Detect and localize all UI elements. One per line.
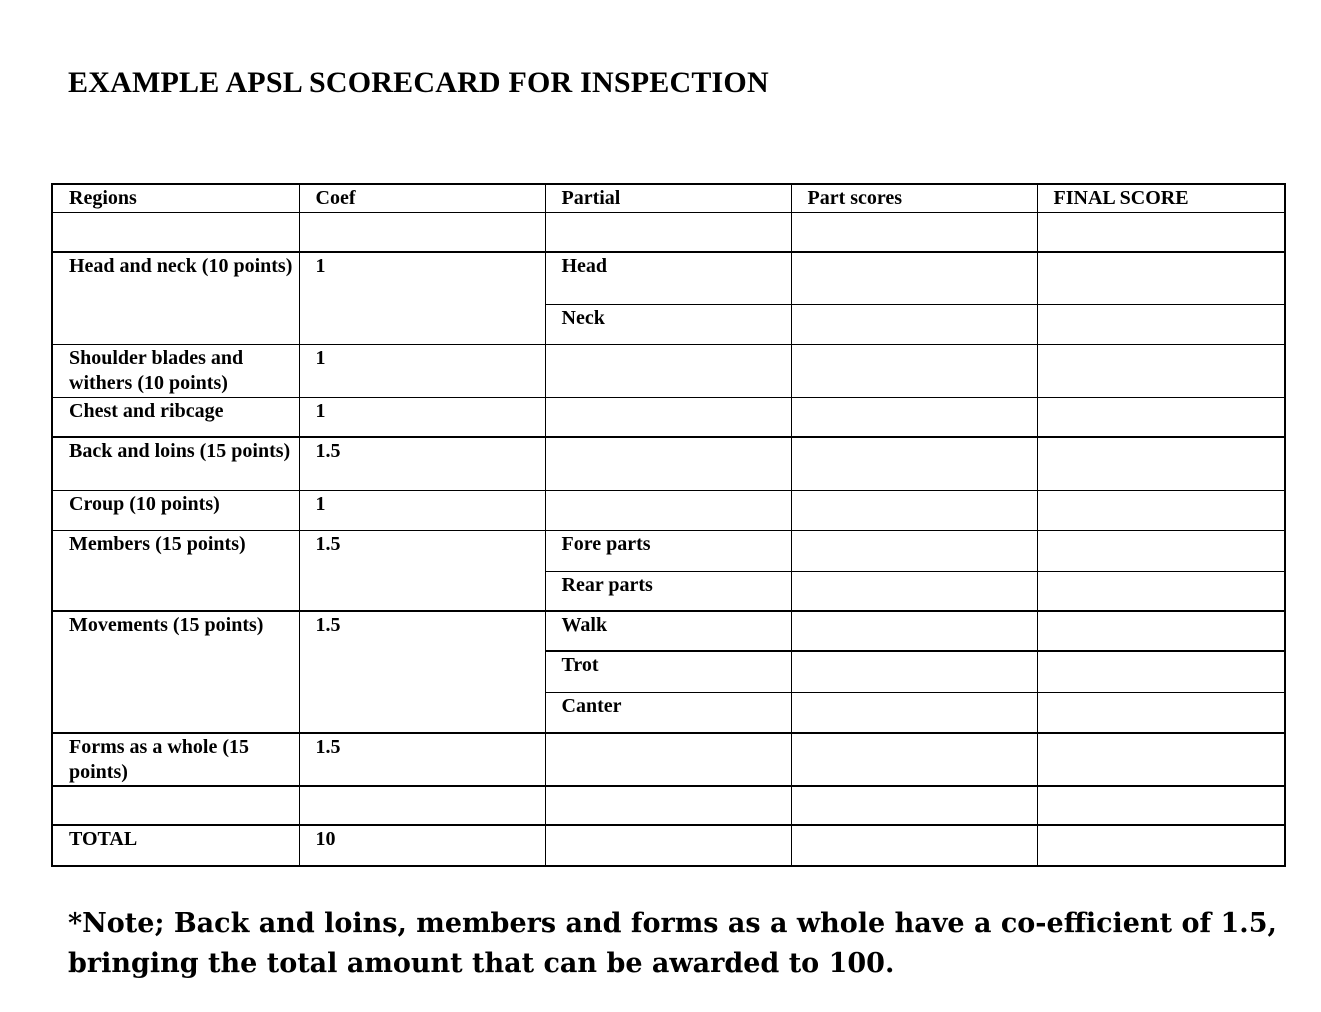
part-score-cell[interactable] xyxy=(791,397,1037,437)
blank-row xyxy=(52,786,1285,825)
final-score-cell[interactable] xyxy=(1037,825,1285,866)
total-row xyxy=(52,825,1285,866)
total-label: TOTAL xyxy=(52,825,299,866)
blank-row xyxy=(52,212,1285,252)
final-score-cell[interactable] xyxy=(1037,786,1285,825)
partial-cell: Neck xyxy=(545,304,791,344)
coef-cell: 1.5 xyxy=(299,530,545,611)
part-score-cell[interactable] xyxy=(791,252,1037,304)
part-score-cell[interactable] xyxy=(791,571,1037,611)
region-cell: Head and neck (10 points) xyxy=(52,252,299,344)
final-score-cell[interactable] xyxy=(1037,490,1285,530)
header-regions: Regions xyxy=(52,184,299,212)
partial-cell: Trot xyxy=(545,651,791,692)
partial-cell xyxy=(545,490,791,530)
final-score-cell[interactable] xyxy=(1037,611,1285,651)
table-row xyxy=(52,490,1285,530)
part-score-cell[interactable] xyxy=(791,437,1037,490)
final-score-cell[interactable] xyxy=(1037,437,1285,490)
header-coef: Coef xyxy=(299,184,545,212)
final-score-cell[interactable] xyxy=(1037,344,1285,397)
blank-cell xyxy=(545,825,791,866)
final-score-cell[interactable] xyxy=(1037,692,1285,733)
table-row xyxy=(52,530,1285,571)
table-row xyxy=(52,733,1285,786)
coef-cell: 1 xyxy=(299,344,545,397)
coef-cell: 1 xyxy=(299,252,545,344)
part-score-cell[interactable] xyxy=(791,692,1037,733)
footnote: *Note; Back and loins, members and forms as a whole have a co-efficient of 1.5, bringing the total amount that can be awarded to 100. xyxy=(68,908,1277,979)
table-row xyxy=(52,437,1285,490)
blank-cell xyxy=(299,786,545,825)
header-row xyxy=(52,184,1285,212)
partial-cell xyxy=(545,733,791,786)
blank-cell xyxy=(545,786,791,825)
part-score-cell[interactable] xyxy=(791,490,1037,530)
table-row xyxy=(52,344,1285,397)
partial-cell: Rear parts xyxy=(545,571,791,611)
final-score-cell[interactable] xyxy=(1037,304,1285,344)
region-cell: Croup (10 points) xyxy=(52,490,299,530)
total-coef: 10 xyxy=(299,825,545,866)
part-score-cell[interactable] xyxy=(791,530,1037,571)
header-part-scores: Part scores xyxy=(791,184,1037,212)
table-row xyxy=(52,397,1285,437)
coef-cell: 1 xyxy=(299,397,545,437)
blank-cell xyxy=(299,212,545,252)
region-cell: Back and loins (15 points) xyxy=(52,437,299,490)
table-row xyxy=(52,252,1285,304)
header-final-score: FINAL SCORE xyxy=(1037,184,1285,212)
part-score-cell[interactable] xyxy=(791,212,1037,252)
blank-cell xyxy=(545,212,791,252)
partial-cell: Head xyxy=(545,252,791,304)
partial-cell xyxy=(545,437,791,490)
region-cell: Forms as a whole (15 points) xyxy=(52,733,299,786)
final-score-cell[interactable] xyxy=(1037,212,1285,252)
coef-cell: 1.5 xyxy=(299,437,545,490)
part-score-cell[interactable] xyxy=(791,651,1037,692)
coef-cell: 1.5 xyxy=(299,733,545,786)
region-cell: Members (15 points) xyxy=(52,530,299,611)
blank-cell xyxy=(52,786,299,825)
scorecard-table xyxy=(51,183,1286,867)
partial-cell: Fore parts xyxy=(545,530,791,571)
part-score-cell[interactable] xyxy=(791,304,1037,344)
part-score-cell[interactable] xyxy=(791,825,1037,866)
partial-cell: Canter xyxy=(545,692,791,733)
coef-cell: 1.5 xyxy=(299,611,545,733)
part-score-cell[interactable] xyxy=(791,786,1037,825)
final-score-cell[interactable] xyxy=(1037,397,1285,437)
part-score-cell[interactable] xyxy=(791,344,1037,397)
page-title: EXAMPLE APSL SCORECARD FOR INSPECTION xyxy=(68,66,769,99)
region-cell: Chest and ribcage xyxy=(52,397,299,437)
final-score-cell[interactable] xyxy=(1037,571,1285,611)
final-score-cell[interactable] xyxy=(1037,651,1285,692)
final-score-cell[interactable] xyxy=(1037,252,1285,304)
region-cell: Movements (15 points) xyxy=(52,611,299,733)
final-score-cell[interactable] xyxy=(1037,733,1285,786)
partial-cell xyxy=(545,344,791,397)
coef-cell: 1 xyxy=(299,490,545,530)
table-row xyxy=(52,611,1285,651)
blank-cell xyxy=(52,212,299,252)
region-cell: Shoulder blades and withers (10 points) xyxy=(52,344,299,397)
final-score-cell[interactable] xyxy=(1037,530,1285,571)
partial-cell xyxy=(545,397,791,437)
partial-cell: Walk xyxy=(545,611,791,651)
header-partial: Partial xyxy=(545,184,791,212)
part-score-cell[interactable] xyxy=(791,733,1037,786)
part-score-cell[interactable] xyxy=(791,611,1037,651)
